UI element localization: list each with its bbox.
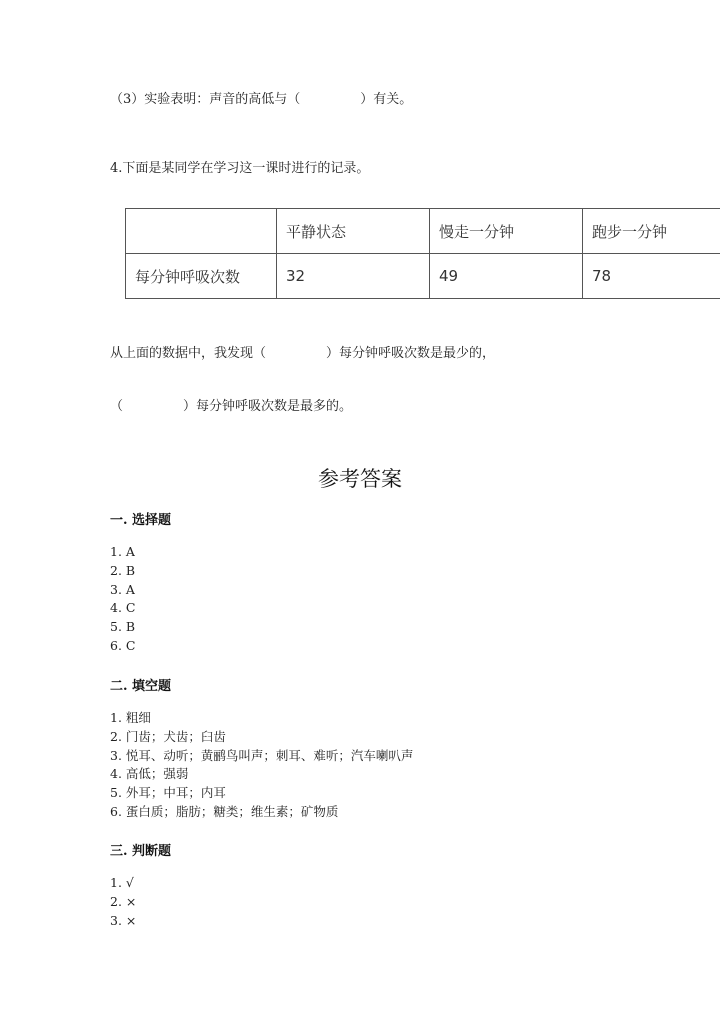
table-header-cell: 跑步一分钟 [583,209,720,254]
table-cell: 每分钟呼吸次数 [126,254,277,299]
finding-1-prefix: 从上面的数据中，我发现（ [110,346,267,361]
list-item: 2. 门齿；犬齿；臼齿 [110,728,226,744]
table-cell: 78 [583,254,720,299]
list-item: 2. B [110,562,136,578]
table-header-row [126,209,720,254]
section-heading-fill: 二. 填空题 [110,679,172,694]
table-header-cell: 平静状态 [277,209,430,254]
list-item: 3. A [110,581,135,597]
finding-1-suffix: ）每分钟呼吸次数是最少的， [326,346,496,361]
finding-2-suffix: ）每分钟呼吸次数是最多的。 [183,399,353,414]
list-item: 2. × [110,893,137,909]
list-item: 3. 悦耳、动听；黄鹂鸟叫声；刺耳、难听；汽车喇叭声 [110,747,414,763]
question-3-line [110,88,412,107]
table-cell: 32 [277,254,430,299]
table-cell: 49 [430,254,583,299]
answer-list-choice [110,543,135,656]
list-item: 4. C [110,600,136,616]
section-heading-choice: 一. 选择题 [110,513,172,528]
list-item: 5. B [110,619,136,635]
list-item: 3. × [110,912,137,928]
finding-2-prefix: （ [110,399,124,414]
breathing-record-table [125,208,720,299]
question-4-prompt: 4.下面是某同学在学习这一课时进行的记录。 [110,161,370,176]
answers-title: 参考答案 [318,467,402,491]
list-item: 6. 蛋白质；脂肪；糖类；维生素；矿物质 [110,803,339,819]
question-3-prefix: （3）实验表明：声音的高低与（ [110,92,301,107]
question-3-suffix: ）有关。 [360,92,413,107]
list-item: 4. 高低；强弱 [110,766,189,782]
table-row [126,254,720,299]
table-header-cell: 慢走一分钟 [430,209,583,254]
answer-list-judge [110,874,136,930]
table-header-cell [126,209,277,254]
list-item: 5. 外耳；中耳；内耳 [110,785,226,801]
list-item: 1. 粗细 [110,710,151,725]
section-heading-judge: 三. 判断题 [110,844,172,859]
answer-list-fill [110,709,413,822]
list-item: 1. A [110,544,135,559]
list-item: 1. √ [110,875,134,890]
finding-line-1 [110,342,495,361]
finding-line-2 [110,395,352,414]
list-item: 6. C [110,637,136,653]
